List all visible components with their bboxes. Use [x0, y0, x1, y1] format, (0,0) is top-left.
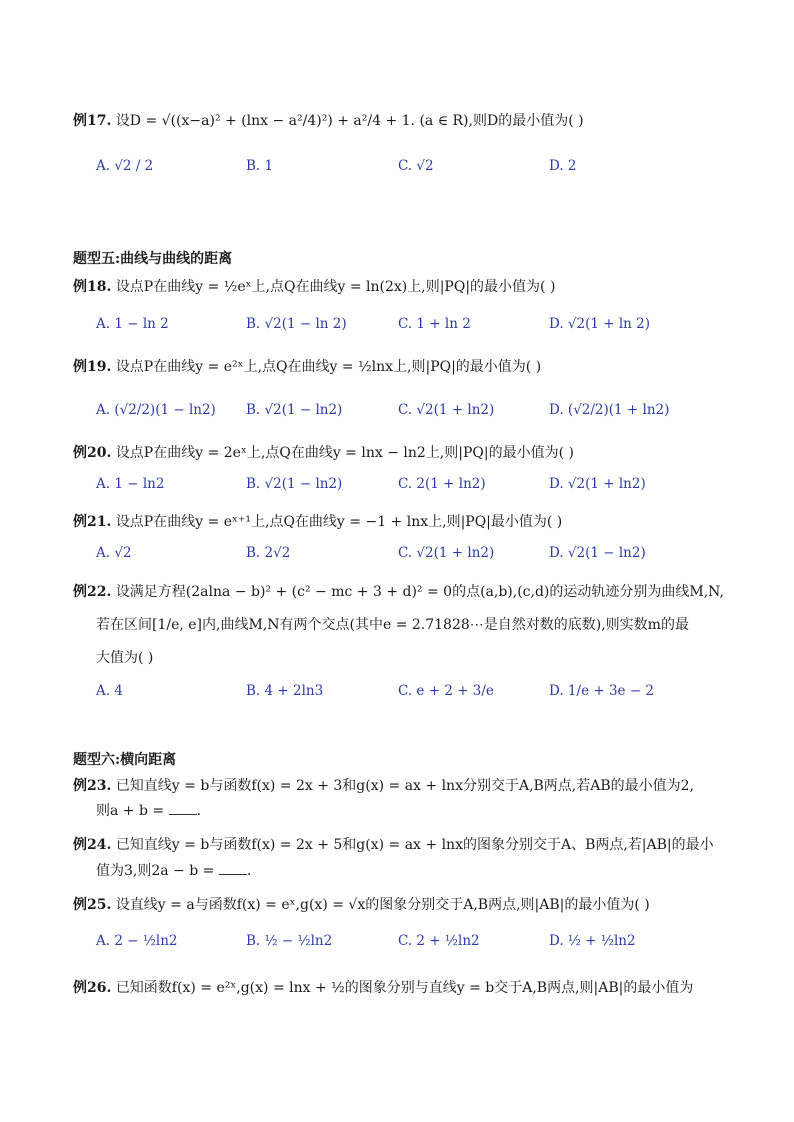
example-19-stem: 设点P在曲线y = e²ˣ上,点Q在曲线y = ½lnx上,则|PQ|的最小值为( )	[115, 359, 542, 375]
ex22-option-b[interactable]: B. 4 + 2ln3	[246, 683, 324, 699]
example-20	[73, 443, 574, 463]
example-23-line-2	[96, 801, 201, 821]
ex18-option-c[interactable]: C. 1 + ln 2	[398, 316, 471, 332]
section-6-heading: 题型六:横向距离	[73, 752, 177, 768]
example-18-stem: 设点P在曲线y = ½eˣ上,点Q在曲线y = ln(2x)上,则|PQ|的最小值为( )	[115, 279, 556, 295]
example-19	[73, 357, 541, 377]
example-22	[73, 582, 724, 602]
example-20-label: 例20.	[73, 445, 112, 461]
example-17-stem: 设D = √((x−a)² + (lnx − a²/4)²) + a²/4 + 1. (a ∈ R),则D的最小值为( )	[115, 113, 584, 129]
ex20-option-a[interactable]: A. 1 − ln2	[96, 476, 165, 492]
ex17-option-d[interactable]: D. 2	[549, 158, 577, 174]
ex25-option-d[interactable]: D. ½ + ½ln2	[549, 933, 636, 949]
example-23-answer-blank[interactable]	[169, 802, 197, 815]
example-22-line-1: 设满足方程(2alna − b)² + (c² − mc + 3 + d)² = 0的点(a,b),(c,d)的运动轨迹分别为曲线M,N,	[115, 584, 724, 600]
example-24	[73, 835, 714, 855]
example-21	[73, 512, 562, 532]
ex20-option-b[interactable]: B. √2(1 − ln2)	[246, 476, 343, 492]
ex18-option-a[interactable]: A. 1 − ln 2	[96, 316, 169, 332]
ex19-option-d[interactable]: D. (√2/2)(1 + ln2)	[549, 402, 670, 418]
example-22-line-3: 大值为( )	[96, 650, 154, 666]
ex21-option-b[interactable]: B. 2√2	[246, 545, 291, 561]
example-24-answer-blank[interactable]	[219, 862, 247, 875]
ex19-option-c[interactable]: C. √2(1 + ln2)	[398, 402, 495, 418]
ex18-option-b[interactable]: B. √2(1 − ln 2)	[246, 316, 347, 332]
example-17-label: 例17.	[73, 113, 112, 129]
ex19-option-a[interactable]: A. (√2/2)(1 − ln2)	[96, 402, 216, 418]
example-26-label: 例26.	[73, 980, 112, 996]
ex19-option-b[interactable]: B. √2(1 − ln2)	[246, 402, 343, 418]
example-18-label: 例18.	[73, 279, 112, 295]
example-24-label: 例24.	[73, 837, 112, 853]
section-5-heading: 题型五:曲线与曲线的距离	[73, 251, 233, 267]
example-23-period: .	[196, 803, 202, 819]
ex22-option-a[interactable]: A. 4	[96, 683, 123, 699]
ex21-option-d[interactable]: D. √2(1 − ln2)	[549, 545, 646, 561]
example-23-line-1: 已知直线y = b与函数f(x) = 2x + 3和g(x) = ax + lnx分别交于A,B两点,若AB的最小值为2,	[115, 778, 695, 794]
ex25-option-c[interactable]: C. 2 + ½ln2	[398, 933, 480, 949]
example-25	[73, 895, 650, 915]
ex18-option-d[interactable]: D. √2(1 + ln 2)	[549, 316, 651, 332]
example-25-label: 例25.	[73, 897, 112, 913]
example-20-stem: 设点P在曲线y = 2eˣ上,点Q在曲线y = lnx − ln2上,则|PQ|的最小值为( )	[115, 445, 574, 461]
example-24-line-2	[96, 861, 251, 881]
example-23-prompt: 则a + b =	[96, 803, 165, 819]
example-24-prompt: 值为3,则2a − b =	[96, 863, 215, 879]
example-26-stem: 已知函数f(x) = e²ˣ,g(x) = lnx + ½的图象分别与直线y = b交于A,B两点,则|AB|的最小值为	[115, 980, 694, 996]
ex22-option-d[interactable]: D. 1/e + 3e − 2	[549, 683, 655, 699]
example-19-label: 例19.	[73, 359, 112, 375]
example-22-label: 例22.	[73, 584, 112, 600]
example-23-label: 例23.	[73, 778, 112, 794]
ex20-option-c[interactable]: C. 2(1 + ln2)	[398, 476, 486, 492]
ex25-option-b[interactable]: B. ½ − ½ln2	[246, 933, 333, 949]
ex21-option-c[interactable]: C. √2(1 + ln2)	[398, 545, 495, 561]
ex17-option-a[interactable]: A. √2 / 2	[96, 158, 154, 174]
example-18	[73, 277, 555, 297]
example-22-line-2: 若在区间[1/e, e]内,曲线M,N有两个交点(其中e = 2.71828⋯是自然对数的底数),则实数m的最	[96, 617, 689, 633]
ex22-option-c[interactable]: C. e + 2 + 3/e	[398, 683, 494, 699]
ex17-option-b[interactable]: B. 1	[246, 158, 274, 174]
ex25-option-a[interactable]: A. 2 − ½ln2	[96, 933, 178, 949]
ex17-option-c[interactable]: C. √2	[398, 158, 434, 174]
example-24-period: .	[246, 863, 252, 879]
ex20-option-d[interactable]: D. √2(1 + ln2)	[549, 476, 646, 492]
example-21-label: 例21.	[73, 514, 112, 530]
example-25-stem: 设直线y = a与函数f(x) = eˣ,g(x) = √x的图象分别交于A,B两点,则|AB|的最小值为( )	[115, 897, 650, 913]
example-23	[73, 776, 694, 796]
ex21-option-a[interactable]: A. √2	[96, 545, 132, 561]
example-24-line-1: 已知直线y = b与函数f(x) = 2x + 5和g(x) = ax + lnx的图象分别交于A、B两点,若|AB|的最小	[115, 837, 714, 853]
example-21-stem: 设点P在曲线y = eˣ⁺¹上,点Q在曲线y = −1 + lnx上,则|PQ|最小值为( )	[115, 514, 563, 530]
example-26	[73, 978, 693, 998]
example-17	[73, 111, 584, 131]
